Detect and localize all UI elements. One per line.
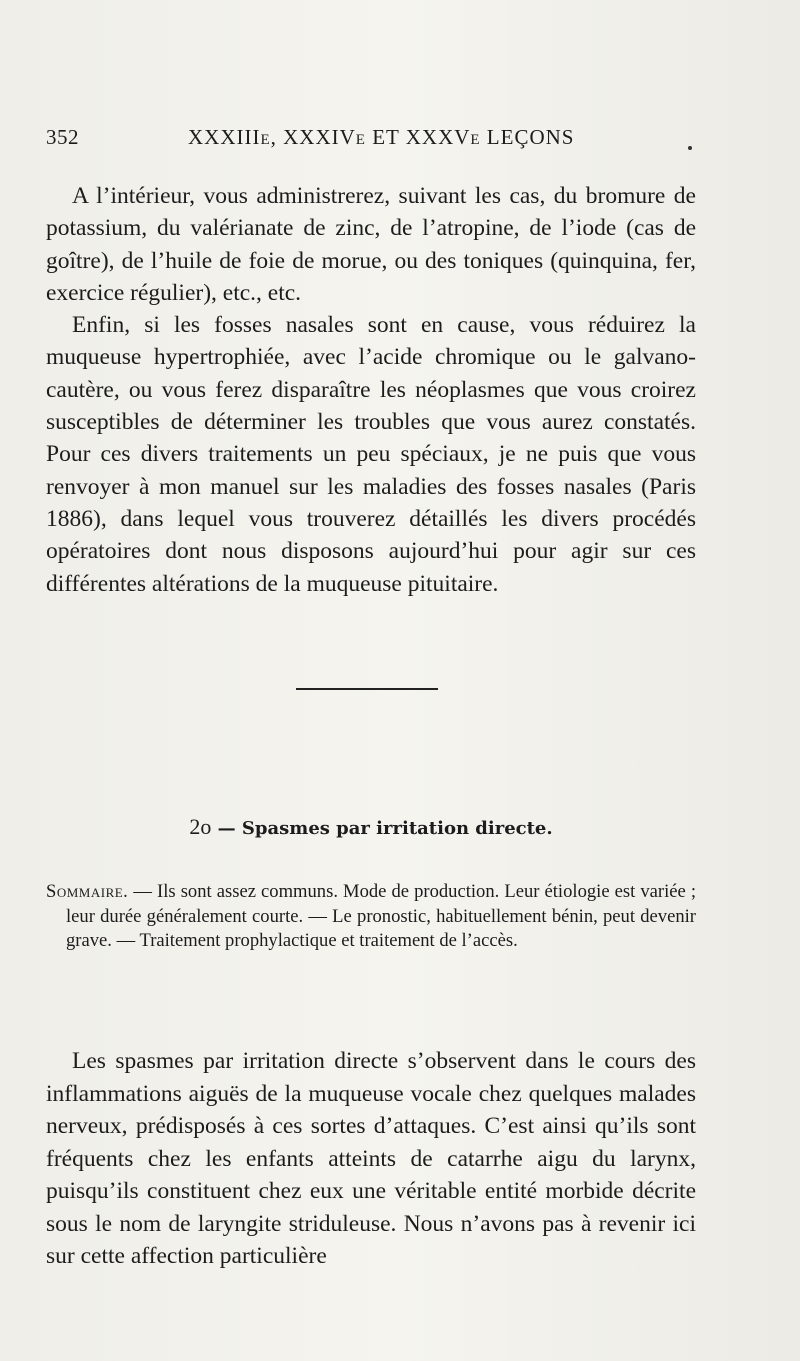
section-title-text: — Spasmes par irritation directe. bbox=[217, 818, 553, 839]
section-summary bbox=[46, 880, 696, 954]
running-title: XXXIIIe, XXXIVe ET XXXVe LEÇONS bbox=[188, 125, 575, 149]
paragraph-nasal-treatment: Enfin, si les fosses nasales sont en cause, vous réduirez la muqueuse hypertrophiée, avec l’acide chromique ou le galvano-cautère, ou vous ferez disparaître les néoplasmes que vous croirez susceptibles de déterminer les troubles que vous aurez constatés. Pour ces divers traitements un peu spéciaux, je ne puis que vous renvoyer à mon manuel sur les maladies des fosses nasales (Paris 1886), dans lequel vous trouverez détaillés les divers procédés opératoires dont nous disposons aujourd’hui pour agir sur ces différentes altérations de la muqueuse pituitaire. bbox=[46, 312, 696, 597]
paragraph-interior-treatment: A l’intérieur, vous administrerez, suivant les cas, du bromure de potassium, du valérianate de zinc, de l’atropine, de l’iode (cas de goître), de l’huile de foie de morue, ou des toniques (quinquina, fer, exercice régulier), etc., etc. bbox=[46, 183, 696, 306]
section-divider bbox=[296, 688, 438, 690]
section-heading bbox=[46, 814, 696, 840]
page-number: 352 bbox=[46, 125, 79, 149]
section-number: 2o bbox=[189, 814, 212, 839]
ink-speck bbox=[688, 146, 692, 150]
summary-label: Sommaire. bbox=[46, 881, 129, 902]
summary-text: — Ils sont assez communs. Mode de production. Leur étiologie est variée ; leur durée généralement courte. — Le pronostic, habituellement bénin, peut devenir grave. — Traitement prophylactique et traitement de l’accès. bbox=[66, 881, 696, 951]
page-header bbox=[46, 125, 696, 155]
paragraph-spasms: Les spasmes par irritation directe s’observent dans le cours des inflammations aiguës de la muqueuse vocale chez quelques malades nerveux, prédisposés à ces sortes d’attaques. C’est ainsi qu’ils sont fréquents chez les enfants atteints de catarrhe aigu du larynx, puisqu’ils constituent chez eux une véritable entité morbide décrite sous le nom de laryngite striduleuse. Nous n’avons pas à revenir ici sur cette affection particulière bbox=[46, 1048, 696, 1269]
section-body bbox=[46, 1045, 696, 1273]
opening-text bbox=[46, 180, 696, 600]
